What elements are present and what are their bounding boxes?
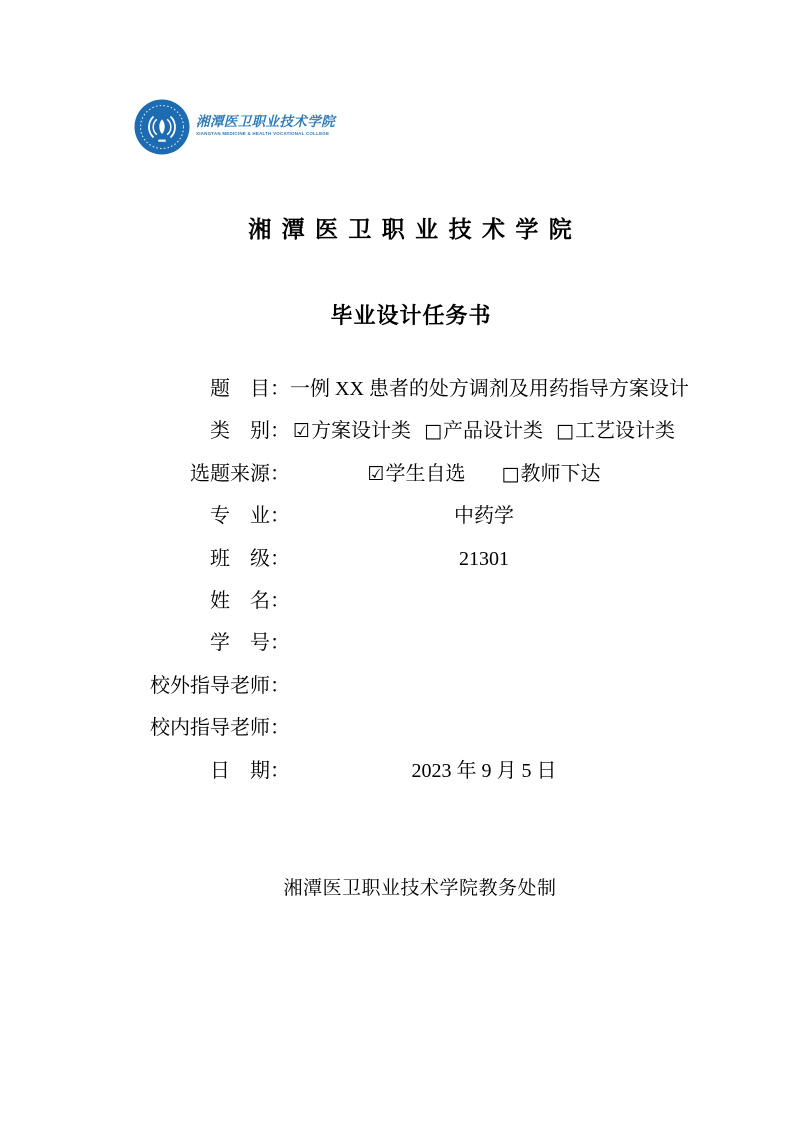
form-row-internal-advisor: [113, 707, 678, 749]
source-options: [290, 453, 678, 495]
college-name-en: XIANGTAN MEDICINE & HEALTH VOCATIONAL COLLEGE: [196, 130, 330, 136]
category-option-process: [556, 410, 675, 452]
external-advisor-label: 校外指导老师：: [150, 674, 290, 697]
form-row-source: [113, 453, 678, 495]
topic-value: 一例 XX 患者的处方调剂及用药指导方案设计: [290, 378, 689, 400]
checkbox-checked-icon: ☑: [293, 420, 311, 443]
category-options: [290, 410, 678, 452]
source-option-teacher: [502, 453, 601, 495]
college-logo-text: [196, 114, 434, 141]
institution-title: 湘 潭 医 卫 职 业 技 术 学 院: [248, 216, 574, 242]
date-label: 日 期：: [210, 759, 290, 782]
source-option-teacher-label: 教师下达: [520, 462, 601, 485]
checkbox-checked-icon: ☑: [367, 462, 385, 485]
form-row-topic: [113, 368, 689, 410]
college-logo: [134, 99, 434, 155]
category-option-plan: [293, 410, 411, 452]
issuer-footer: 湘潭医卫职业技术学院教务处制: [283, 878, 557, 899]
topic-label: 题 目：: [210, 378, 290, 400]
major-label: 专 业：: [210, 505, 290, 528]
internal-advisor-label: 校内指导老师：: [150, 717, 290, 740]
category-option-process-label: 工艺设计类: [574, 420, 675, 443]
form-row-student-id: [113, 622, 678, 664]
student-id-label: 学 号：: [210, 632, 290, 655]
class-value: 21301: [459, 547, 509, 570]
checkbox-unchecked-icon: □: [556, 420, 574, 443]
source-option-student: [368, 453, 466, 495]
class-label: 班 级：: [210, 547, 290, 570]
category-option-product: [424, 410, 543, 452]
checkbox-unchecked-icon: □: [424, 420, 443, 443]
task-form: [113, 368, 689, 792]
name-label: 姓 名：: [210, 589, 290, 612]
document-title: 毕业设计任务书: [330, 303, 492, 328]
source-option-student-label: 学生自选: [385, 462, 466, 485]
date-value: 2023 年 9 月 5 日: [411, 759, 557, 782]
form-row-class: [113, 538, 678, 580]
form-row-external-advisor: [113, 665, 678, 707]
form-row-category: [113, 410, 678, 452]
form-row-major: [113, 495, 678, 537]
category-option-plan-label: 方案设计类: [311, 420, 412, 443]
form-row-name: [113, 580, 678, 622]
college-name-cn: 湘潭医卫职业技术学院: [196, 113, 335, 129]
category-option-product-label: 产品设计类: [443, 420, 544, 443]
checkbox-unchecked-icon: □: [501, 462, 520, 485]
major-value: 中药学: [454, 505, 514, 528]
category-label: 类 别：: [210, 420, 290, 443]
source-label: 选题来源：: [190, 462, 290, 485]
form-row-date: [113, 750, 678, 792]
college-emblem-icon: [134, 99, 190, 155]
